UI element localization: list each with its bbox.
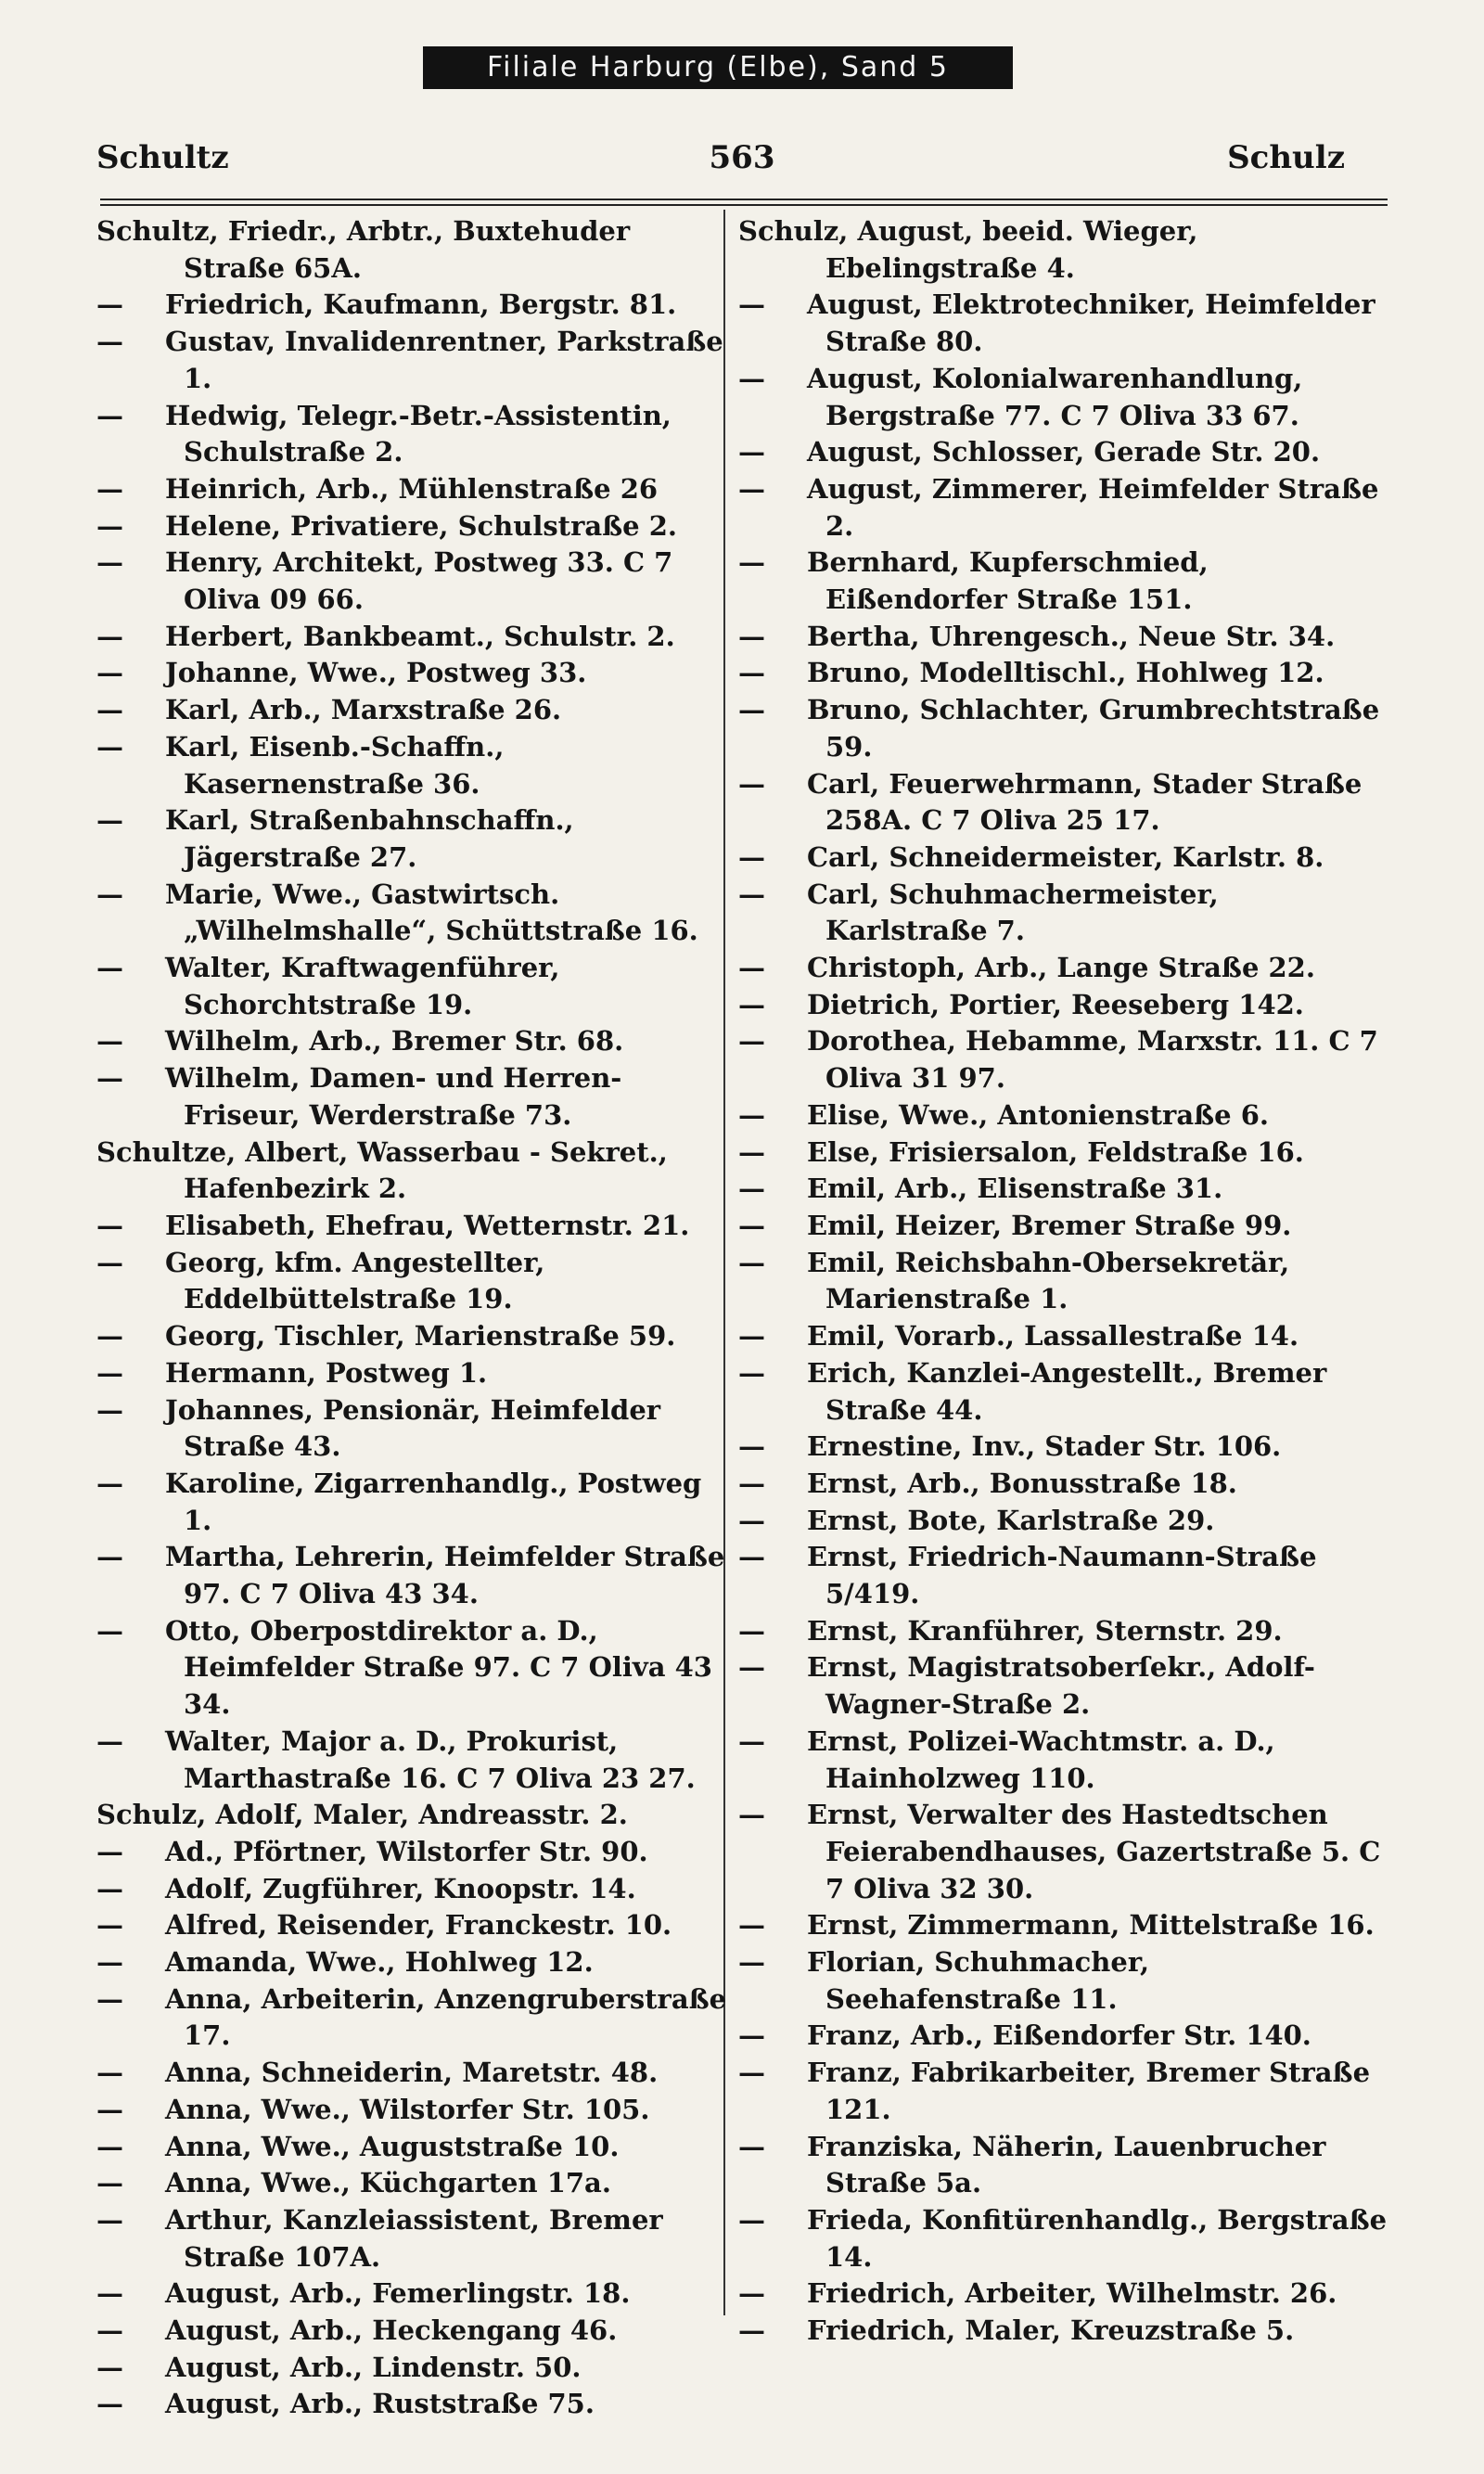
entry-text: Georg, kfm. Angestellter, Eddelbüttelstraße 19. (165, 1246, 545, 1315)
directory-entry (738, 545, 1388, 618)
directory-entry (96, 545, 727, 618)
ditto-dash (738, 692, 807, 729)
directory-entry (96, 729, 727, 802)
ditto-dash (96, 1613, 165, 1650)
directory-entry (96, 950, 727, 1023)
entry-text: Emil, Reichsbahn-Obersekretär, Marienstraße 1. (807, 1246, 1290, 1315)
directory-entry (96, 2313, 727, 2350)
directory-entry (738, 655, 1388, 692)
ditto-dash (738, 877, 807, 914)
directory-entry (96, 1245, 727, 1318)
ditto-dash (738, 840, 807, 877)
entry-text: Friedrich, Maler, Kreuzstraße 5. (807, 2314, 1295, 2347)
header-rule-bottom (100, 204, 1388, 206)
ditto-dash (738, 2202, 807, 2239)
entry-text: Anna, Arbeiterin, Anzengruberstraße 17. (165, 1982, 727, 2052)
directory-entry (96, 1797, 727, 1834)
directory-entry (96, 2386, 727, 2423)
ditto-dash (738, 1539, 807, 1576)
entry-text: Carl, Schneidermeister, Karlstr. 8. (807, 840, 1324, 873)
entry-text: Schultze, Albert, Wasserbau - Sekret., Hafenbezirk 2. (96, 1135, 668, 1205)
ditto-dash (738, 1097, 807, 1134)
directory-entry (96, 1318, 727, 1355)
left-column (96, 213, 727, 2423)
directory-entry (738, 950, 1388, 987)
ditto-dash (96, 287, 165, 324)
ditto-dash (738, 2275, 807, 2313)
ditto-dash (96, 2275, 165, 2313)
entry-text: Emil, Heizer, Bremer Straße 99. (807, 1209, 1292, 1241)
ditto-dash (96, 508, 165, 545)
ditto-dash (96, 398, 165, 435)
entry-text: Ad., Pförtner, Wilstorfer Str. 90. (165, 1835, 648, 1867)
entry-text: Gustav, Invalidenrentner, Parkstraße 1. (165, 326, 723, 394)
entry-text: Emil, Arb., Elisenstraße 31. (807, 1173, 1223, 1205)
directory-entry (96, 802, 727, 876)
directory-entry (738, 692, 1388, 765)
entry-text: Ernestine, Inv., Stader Str. 106. (807, 1430, 1282, 1463)
directory-entry (738, 2055, 1388, 2128)
directory-entry (96, 213, 727, 287)
directory-entry (738, 1503, 1388, 1540)
entry-text: August, Arb., Heckengang 46. (165, 2314, 618, 2347)
ditto-dash (738, 1724, 807, 1761)
entry-text: Alfred, Reisender, Franckestr. 10. (165, 1909, 672, 1942)
ditto-dash (738, 545, 807, 582)
directory-entry (96, 2202, 727, 2275)
directory-entry (738, 1245, 1388, 1318)
entry-text: Schulz, Adolf, Maler, Andreasstr. 2. (96, 1799, 628, 1831)
entry-text: Wilhelm, Damen- und Herren-Friseur, Werderstraße 73. (165, 1062, 622, 1131)
ditto-dash (96, 877, 165, 914)
directory-entry (96, 1060, 727, 1134)
entry-text: Friedrich, Kaufmann, Bergstr. 81. (165, 288, 677, 321)
entry-text: Franz, Arb., Eißendorfer Str. 140. (807, 2019, 1311, 2052)
ditto-dash (96, 1392, 165, 1429)
ditto-dash (96, 1355, 165, 1392)
ditto-dash (738, 1318, 807, 1355)
directory-entry (96, 1834, 727, 1871)
entry-text: Anna, Wwe., Wilstorfer Str. 105. (165, 2093, 650, 2125)
ditto-dash (96, 2129, 165, 2166)
entry-text: Johanne, Wwe., Postweg 33. (165, 657, 587, 689)
directory-entry (738, 471, 1388, 545)
entry-text: Bernhard, Kupferschmied, Eißendorfer Straße 151. (807, 546, 1209, 616)
entry-text: Martha, Lehrerin, Heimfelder Straße 97. C 7 Oliva 43 34. (165, 1541, 725, 1610)
ditto-dash (96, 324, 165, 361)
entry-text: Schulz, August, beeid. Wieger, Ebelingstraße 4. (738, 215, 1198, 284)
directory-entry (96, 2092, 727, 2129)
ditto-dash (96, 545, 165, 582)
ditto-dash (738, 1134, 807, 1172)
entry-text: Else, Frisiersalon, Feldstraße 16. (807, 1135, 1304, 1168)
ditto-dash (738, 2129, 807, 2166)
directory-entry (738, 361, 1388, 434)
entry-text: Johannes, Pensionär, Heimfelder Straße 43. (165, 1393, 661, 1463)
directory-entry (738, 1944, 1388, 2018)
ditto-dash (96, 2055, 165, 2092)
directory-entry (96, 2055, 727, 2092)
entry-text: Anna, Wwe., Küchgarten 17a. (165, 2167, 611, 2199)
ditto-dash (96, 1834, 165, 1871)
ditto-dash (738, 1023, 807, 1060)
directory-entry (96, 1944, 727, 1981)
directory-entry (96, 287, 727, 324)
ditto-dash (738, 1944, 807, 1981)
entry-text: Bruno, Schlachter, Grumbrechtstraße 59. (807, 694, 1380, 763)
ditto-dash (738, 1245, 807, 1282)
ditto-dash (738, 1649, 807, 1686)
directory-entry (96, 324, 727, 397)
ditto-dash (738, 2055, 807, 2092)
ditto-dash (738, 1907, 807, 1944)
ditto-dash (738, 987, 807, 1024)
entry-text: Otto, Oberpostdirektor a. D., Heimfelder Straße 97. C 7 Oliva 43 34. (165, 1614, 712, 1721)
directory-entry (738, 1097, 1388, 1134)
entry-text: Ernst, Zimmermann, Mittelstraße 16. (807, 1909, 1375, 1942)
entry-text: Emil, Vorarb., Lassallestraße 14. (807, 1320, 1299, 1352)
entry-text: Carl, Schuhmachermeister, Karlstraße 7. (807, 878, 1219, 947)
directory-entry (738, 2129, 1388, 2202)
directory-entry (96, 2165, 727, 2202)
directory-entry (738, 840, 1388, 877)
ditto-dash (738, 1797, 807, 1834)
entry-text: Franziska, Näherin, Lauenbrucher Straße 5a. (807, 2130, 1326, 2199)
ditto-dash (738, 950, 807, 987)
directory-entry (96, 2129, 727, 2166)
entry-text: Hedwig, Telegr.-Betr.-Assistentin, Schulstraße 2. (165, 399, 672, 468)
entry-text: Bertha, Uhrengesch., Neue Str. 34. (807, 620, 1336, 652)
entry-text: Ernst, Friedrich-Naumann-Straße 5/419. (807, 1541, 1317, 1610)
entry-text: Hermann, Postweg 1. (165, 1356, 488, 1389)
ditto-dash (96, 1060, 165, 1097)
directory-entry (96, 1981, 727, 2055)
ditto-dash (96, 2386, 165, 2423)
directory-entry (96, 2275, 727, 2313)
directory-entry (738, 877, 1388, 950)
directory-entry (738, 1318, 1388, 1355)
ditto-dash (96, 1245, 165, 1282)
ditto-dash (96, 1539, 165, 1576)
entry-text: Elisabeth, Ehefrau, Wetternstr. 21. (165, 1209, 690, 1241)
entry-text: Adolf, Zugführer, Knoopstr. 14. (165, 1872, 636, 1904)
entry-text: August, Zimmerer, Heimfelder Straße 2. (807, 472, 1379, 542)
entry-text: Karl, Eisenb.-Schaffn., Kasernenstraße 36. (165, 730, 505, 800)
ditto-dash (96, 1318, 165, 1355)
entry-text: Henry, Architekt, Postweg 33. C 7 Oliva 09 66. (165, 546, 673, 616)
directory-entry (96, 692, 727, 729)
ditto-dash (738, 1171, 807, 1208)
directory-entry (738, 2202, 1388, 2275)
directory-entry (96, 471, 727, 508)
entry-text: Helene, Privatiere, Schulstraße 2. (165, 509, 678, 542)
directory-entry (738, 1466, 1388, 1503)
entry-text: Schultz, Friedr., Arbtr., Buxtehuder Straße 65A. (96, 215, 631, 284)
directory-entry (96, 619, 727, 656)
ditto-dash (738, 434, 807, 471)
running-head-left: Schultz (96, 139, 229, 176)
ditto-dash (96, 1981, 165, 2019)
entry-text: Herbert, Bankbeamt., Schulstr. 2. (165, 620, 675, 652)
directory-entry (96, 1208, 727, 1245)
directory-entry (738, 2313, 1388, 2350)
entry-text: Ernst, Verwalter des Hastedtschen Feierabendhauses, Gazertstraße 5. C 7 Oliva 32 30. (807, 1799, 1381, 1904)
entry-text: August, Schlosser, Gerade Str. 20. (807, 436, 1321, 468)
entry-text: Elise, Wwe., Antonienstraße 6. (807, 1098, 1269, 1131)
ditto-dash (738, 1503, 807, 1540)
entry-text: Anna, Schneiderin, Maretstr. 48. (165, 2057, 659, 2089)
ditto-dash (96, 1871, 165, 1908)
ditto-dash (96, 2165, 165, 2202)
ditto-dash (96, 1907, 165, 1944)
ditto-dash (738, 471, 807, 508)
entry-text: Ernst, Kranführer, Sternstr. 29. (807, 1614, 1283, 1647)
directory-entry (738, 434, 1388, 471)
header-rule-top (100, 199, 1388, 200)
directory-entry (738, 1429, 1388, 1466)
directory-entry (738, 1355, 1388, 1429)
directory-entry (96, 508, 727, 545)
directory-entry (738, 987, 1388, 1024)
directory-entry (96, 1907, 727, 1944)
ditto-dash (96, 1724, 165, 1761)
entry-text: August, Kolonialwarenhandlung, Bergstraße 77. C 7 Oliva 33 67. (807, 362, 1303, 431)
entry-text: Walter, Major a. D., Prokurist, Marthastraße 16. C 7 Oliva 23 27. (165, 1724, 696, 1794)
ditto-dash (738, 1466, 807, 1503)
directory-entry (738, 1208, 1388, 1245)
directory-entry (96, 2350, 727, 2387)
ditto-dash (96, 2313, 165, 2350)
directory-entry (96, 398, 727, 471)
directory-entry (738, 1613, 1388, 1650)
entry-text: Wilhelm, Arb., Bremer Str. 68. (165, 1025, 624, 1058)
entry-text: Dietrich, Portier, Reeseberg 142. (807, 988, 1304, 1020)
directory-entry (738, 1023, 1388, 1096)
directory-entry (738, 1797, 1388, 1907)
entry-text: Arthur, Kanzleiassistent, Bremer Straße 107A. (165, 2203, 663, 2273)
directory-entry (738, 766, 1388, 840)
entry-text: Franz, Fabrikarbeiter, Bremer Straße 121. (807, 2057, 1371, 2125)
directory-entry (96, 1871, 727, 1908)
branch-banner: Filiale Harburg (Elbe), Sand 5 (423, 46, 1013, 89)
directory-entry (96, 877, 727, 950)
ditto-dash (96, 1023, 165, 1060)
ditto-dash (96, 950, 165, 987)
entry-text: Friedrich, Arbeiter, Wilhelmstr. 26. (807, 2277, 1337, 2310)
entry-text: Ernst, Arb., Bonusstraße 18. (807, 1467, 1237, 1499)
directory-entry (738, 1539, 1388, 1612)
entry-text: Heinrich, Arb., Mühlenstraße 26 (165, 472, 659, 505)
entry-text: Ernst, Magistratsoberſekr., Adolf-Wagner-Straße 2. (807, 1651, 1315, 1721)
directory-entry (738, 619, 1388, 656)
directory-entry (738, 2275, 1388, 2313)
directory-entry (96, 1023, 727, 1060)
directory-entry (738, 1649, 1388, 1723)
directory-entry (738, 1134, 1388, 1172)
directory-entry (96, 1724, 727, 1797)
entry-text: Walter, Kraftwagenführer, Schorchtstraße 19. (165, 952, 560, 1020)
entry-text: Anna, Wwe., Auguststraße 10. (165, 2130, 620, 2162)
ditto-dash (738, 2313, 807, 2350)
ditto-dash (96, 1208, 165, 1245)
directory-entry (96, 1613, 727, 1724)
entry-text: Karl, Arb., Marxstraße 26. (165, 694, 562, 726)
entry-text: Ernst, Polizei-Wachtmstr. a. D., Hainholzweg 110. (807, 1724, 1275, 1794)
directory-entry (96, 1392, 727, 1466)
ditto-dash (96, 729, 165, 766)
ditto-dash (96, 471, 165, 508)
ditto-dash (738, 1429, 807, 1466)
ditto-dash (96, 692, 165, 729)
ditto-dash (96, 2202, 165, 2239)
directory-entry (738, 287, 1388, 360)
entry-text: Florian, Schuhmacher, Seehafenstraße 11. (807, 1946, 1150, 2015)
directory-entry (96, 1355, 727, 1392)
ditto-dash (96, 619, 165, 656)
entry-text: Karl, Straßenbahnschaffn., Jägerstraße 27. (165, 804, 574, 873)
entry-text: Dorothea, Hebamme, Marxstr. 11. C 7 Oliva 31 97. (807, 1025, 1378, 1095)
directory-entry (96, 1539, 727, 1612)
entry-text: August, Arb., Femerlingstr. 18. (165, 2277, 631, 2310)
entry-text: Erich, Kanzlei-Angestellt., Bremer Straße 44. (807, 1356, 1327, 1426)
ditto-dash (96, 2092, 165, 2129)
entry-text: August, Elektrotechniker, Heimfelder Straße 80. (807, 288, 1375, 358)
running-head-right: Schulz (1227, 139, 1345, 176)
ditto-dash (96, 802, 165, 840)
directory-entry (738, 1907, 1388, 1944)
entry-text: Bruno, Modelltischl., Hohlweg 12. (807, 657, 1324, 689)
entry-text: Frieda, Konfitürenhandlg., Bergstraße 14. (807, 2203, 1388, 2273)
entry-text: August, Arb., Ruststraße 75. (165, 2388, 595, 2420)
directory-entry (738, 213, 1388, 287)
directory-entry (738, 1724, 1388, 1797)
directory-entry (738, 2018, 1388, 2055)
entry-text: Georg, Tischler, Marienstraße 59. (165, 1320, 676, 1352)
entry-text: Christoph, Arb., Lange Straße 22. (807, 952, 1315, 984)
ditto-dash (96, 1466, 165, 1503)
directory-entry (96, 655, 727, 692)
entry-text: Karoline, Zigarrenhandlg., Postweg 1. (165, 1467, 702, 1536)
page-number: 563 (709, 139, 775, 176)
ditto-dash (738, 287, 807, 324)
entry-text: Carl, Feuerwehrmann, Stader Straße 258A. C 7 Oliva 25 17. (807, 767, 1362, 837)
ditto-dash (738, 1355, 807, 1392)
directory-entry (96, 1134, 727, 1208)
entry-text: Amanda, Wwe., Hohlweg 12. (165, 1946, 594, 1979)
entry-text: Marie, Wwe., Gastwirtsch. „Wilhelmshalle“, Schüttstraße 16. (165, 878, 698, 947)
directory-entry (96, 1466, 727, 1539)
ditto-dash (96, 1944, 165, 1981)
ditto-dash (96, 655, 165, 692)
right-column (738, 213, 1388, 2350)
directory-entry (738, 1171, 1388, 1208)
ditto-dash (738, 1613, 807, 1650)
ditto-dash (738, 1208, 807, 1245)
ditto-dash (96, 2350, 165, 2387)
ditto-dash (738, 766, 807, 803)
ditto-dash (738, 655, 807, 692)
ditto-dash (738, 619, 807, 656)
entry-text: Ernst, Bote, Karlstraße 29. (807, 1504, 1215, 1536)
entry-text: August, Arb., Lindenstr. 50. (165, 2351, 582, 2383)
ditto-dash (738, 2018, 807, 2055)
ditto-dash (738, 361, 807, 398)
